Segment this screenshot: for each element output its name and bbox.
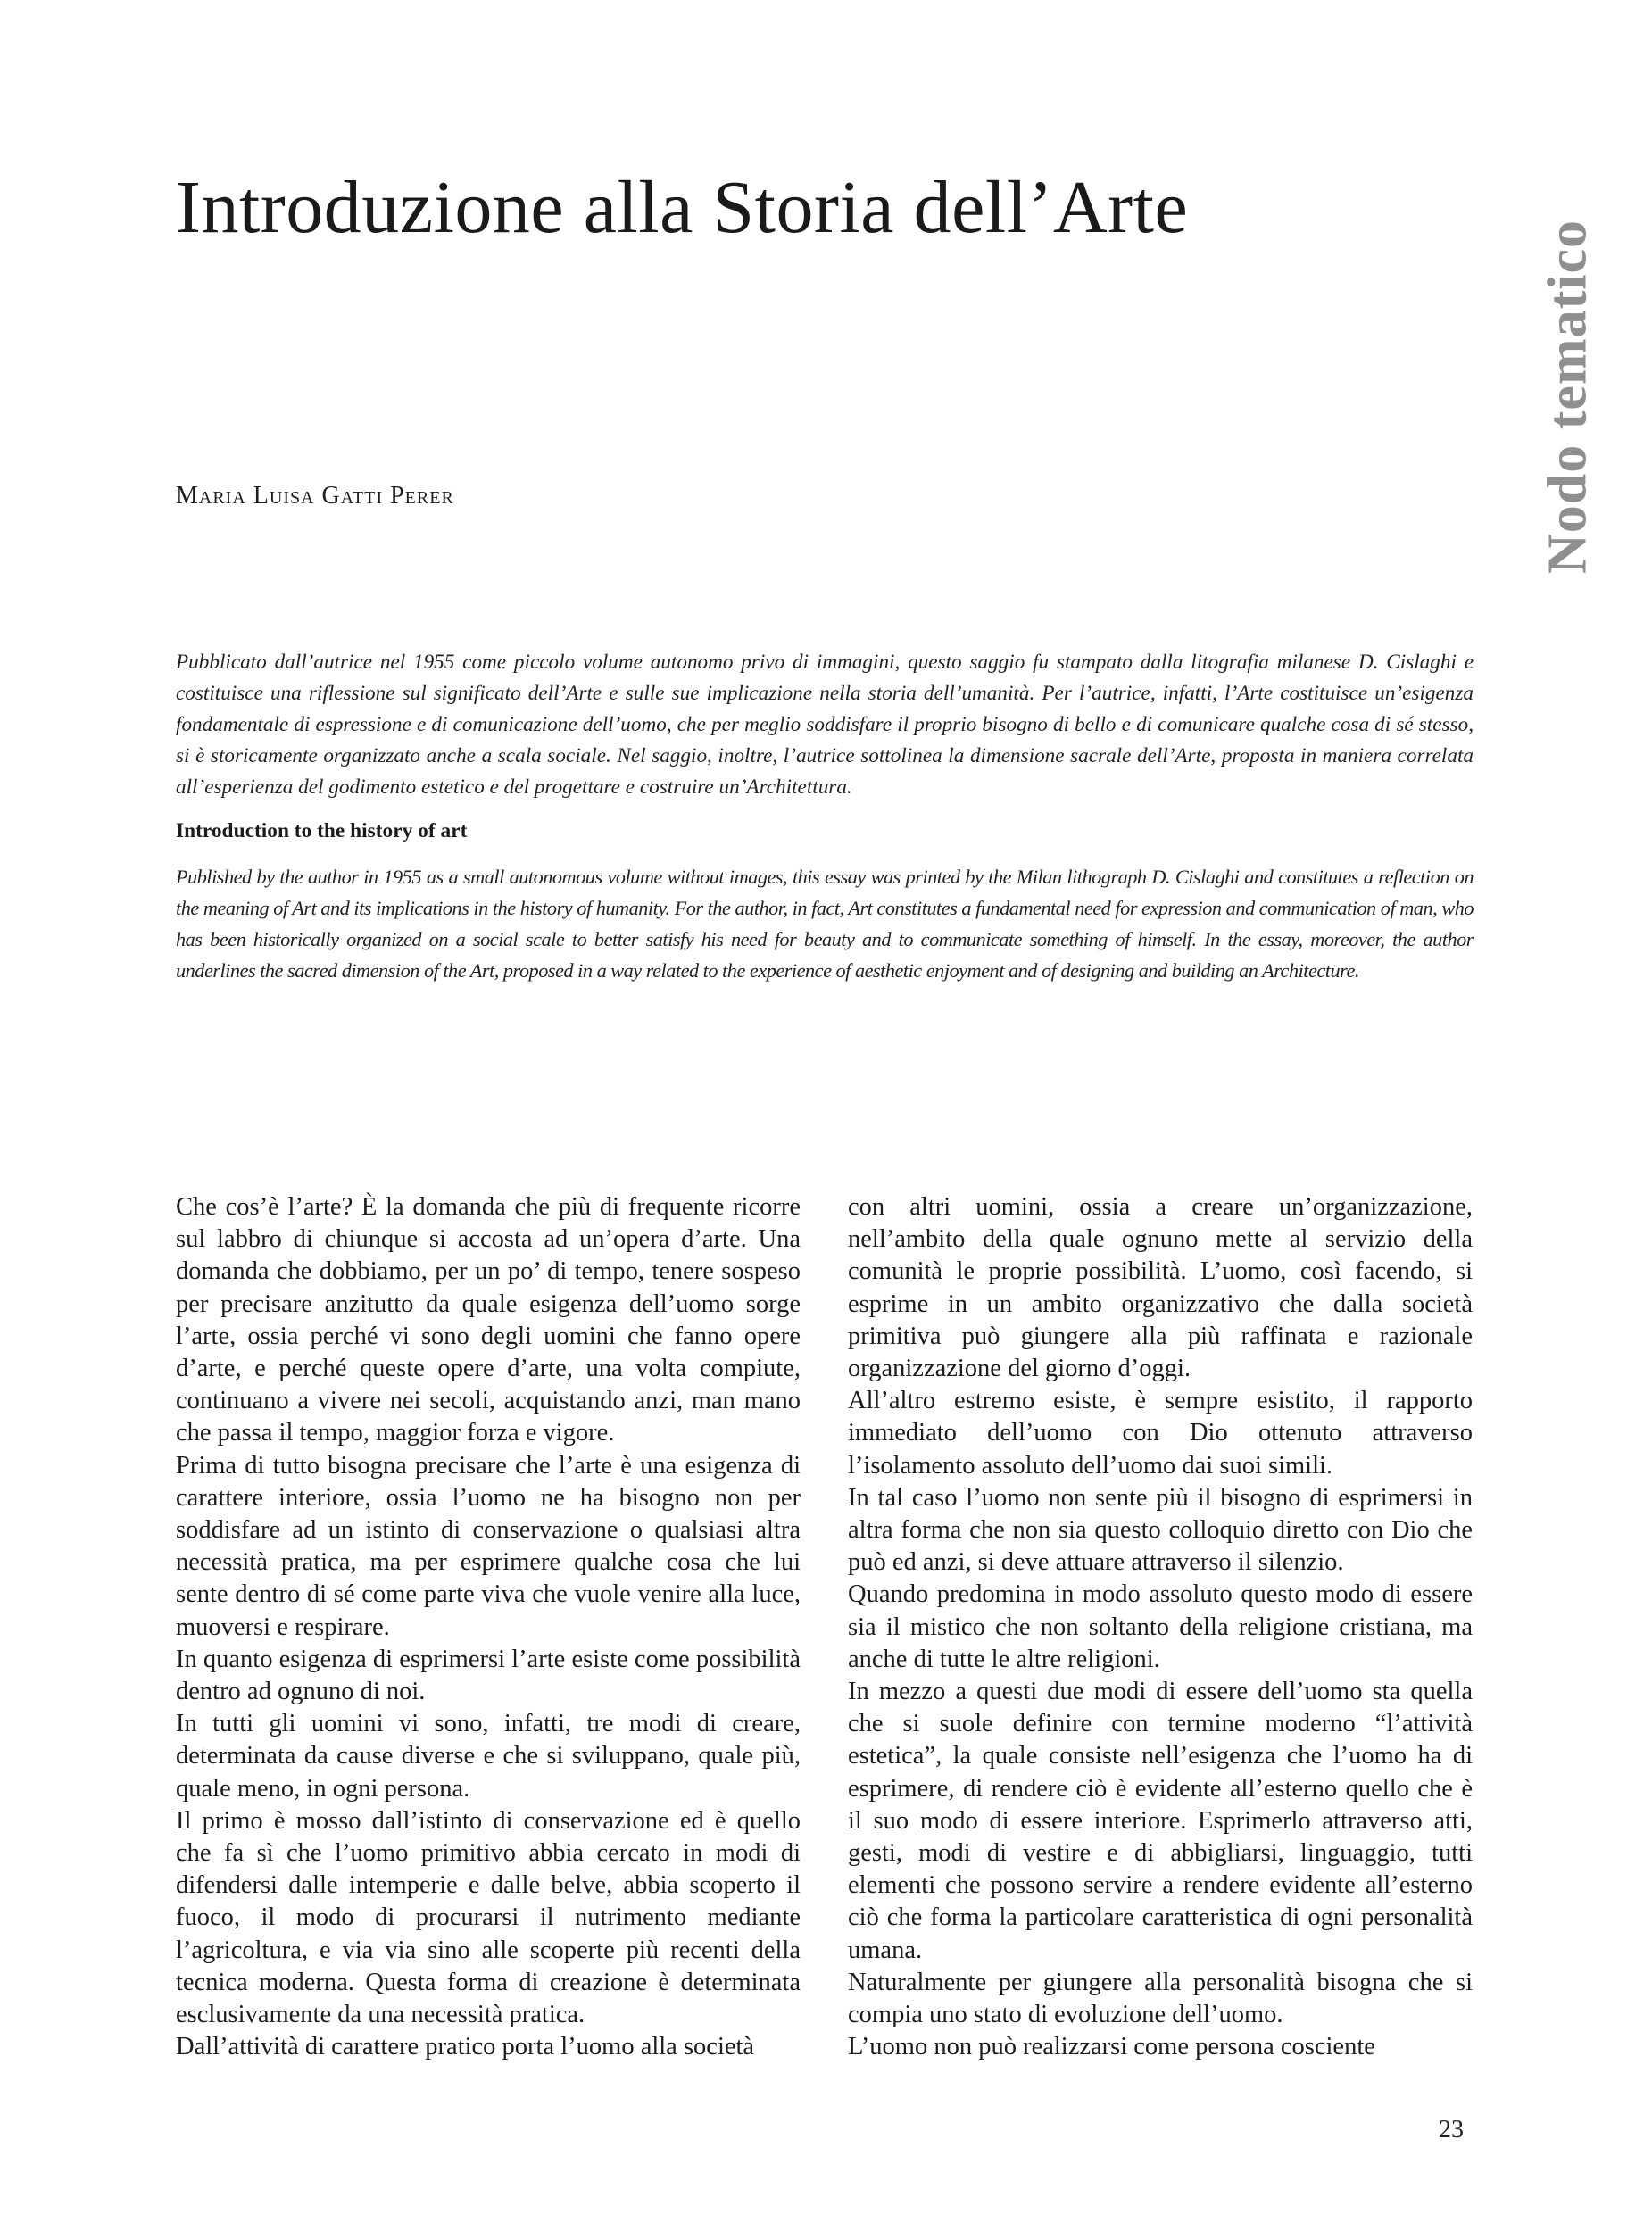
- abstract-english-title: Introduction to the history of art: [176, 819, 468, 842]
- abstract-italian: Pubblicato dall’autrice nel 1955 come piccolo volume autonomo privo di immagini, questo saggio fu stampato dalla litografia milanese D. Cislaghi e costituisce una riflessione sul significato dell’Arte e sulle sue implicazione nella storia dell’umanità. Per l’autrice, infatti, l’Arte costituisce un’esigenza fondamentale di espressione e di comunicazione dell’uomo, che per meglio soddisfare il proprio bisogno di bello e di comunicare qualche cosa di sé stesso, si è storicamente organizzato anche a scala sociale. Nel saggio, inoltre, l’autrice sottolinea la dimensione sacrale dell’Arte, proposta in maniera correlata all’esperienza del godimento estetico e del progettare e costruire un’Architettura.: [176, 651, 1474, 799]
- body-paragraph: All’altro estremo esiste, è sempre esistito, il rapporto immediato dell’uomo con Dio ottenuto attraverso l’isolamento assoluto dell’uomo dai suoi simili.: [848, 1387, 1473, 1480]
- page-number: 23: [1439, 2116, 1464, 2144]
- body-column-right: [848, 1191, 1473, 2063]
- body-paragraph: con altri uomini, ossia a creare un’organizzazione, nell’ambito della quale ognuno mette al servizio della comunità le proprie possibilità. L’uomo, così facendo, si esprime in un ambito organizzativo che dalla società primitiva può giungere alla più raffinata e razionale organizzazione del giorno d’oggi.: [848, 1193, 1473, 1383]
- body-column-left: [176, 1191, 801, 2063]
- body-paragraph: In tutti gli uomini vi sono, infatti, tre modi di creare, determinata da cause diverse e che si sviluppano, quale più, quale meno, in ogni persona.: [176, 1710, 801, 1803]
- body-paragraph: L’uomo non può realizzarsi come persona cosciente: [848, 2033, 1375, 2061]
- body-paragraph: Dall’attività di carattere pratico porta l’uomo alla società: [176, 2033, 755, 2061]
- page-title: Introduzione alla Storia dell’Arte: [176, 166, 1189, 249]
- author-name: Maria Luisa Gatti Perer: [176, 482, 454, 510]
- body-paragraph: In tal caso l’uomo non sente più il bisogno di esprimersi in altra forma che non sia questo colloquio diretto con Dio che può ed anzi, si deve attuare attraverso il silenzio.: [848, 1483, 1473, 1577]
- body-paragraph: In quanto esigenza di esprimersi l’arte esiste come possibilità dentro ad ognuno di noi.: [176, 1645, 801, 1706]
- body-paragraph: Che cos’è l’arte? È la domanda che più di frequente ricorre sul labbro di chiunque si accosta ad un’opera d’arte. Una domanda che dobbiamo, per un po’ di tempo, tenere sospeso per precisare anzitutto da quale esigenza dell’uomo sorge l’arte, ossia perché vi sono degli uomini che fanno opere d’arte, e perché queste opere d’arte, una volta compiute, continuano a vivere nei secoli, acquistando anzi, man mano che passa il tempo, maggior forza e vigore.: [176, 1193, 801, 1447]
- body-paragraph: In mezzo a questi due modi di essere dell’uomo sta quella che si suole definire con termine moderno “l’attività estetica”, la quale consiste nell’esigenza che l’uomo ha di esprimere, di rendere ciò è evidente all’esterno quello che è il suo modo di essere interiore. Esprimerlo attraverso atti, gesti, modi di vestire e di abbigliarsi, linguaggio, tutti elementi che possono servire a rendere evidente all’esterno ciò che forma la particolare caratteristica di ogni personalità umana.: [848, 1678, 1473, 1964]
- body-paragraph: Il primo è mosso dall’istinto di conservazione ed è quello che fa sì che l’uomo primitivo abbia cercato in modi di difendersi dalle intemperie e dalle belve, abbia scoperto il fuoco, il modo di procurarsi il nutrimento mediante l’agricoltura, e via via sino alle scoperte più recenti della tecnica moderna. Questa forma di creazione è determinata esclusivamente da una necessità pratica.: [176, 1806, 801, 2029]
- section-side-label: Nodo tematico: [1537, 220, 1598, 575]
- body-paragraph: Quando predomina in modo assoluto questo modo di essere sia il mistico che non soltanto della religione cristiana, ma anche di tutte le altre religioni.: [848, 1580, 1473, 1673]
- body-paragraph: Naturalmente per giungere alla personalità bisogna che si compia uno stato di evoluzione dell’uomo.: [848, 1968, 1473, 2029]
- body-paragraph: Prima di tutto bisogna precisare che l’arte è una esigenza di carattere interiore, ossia l’uomo ne ha bisogno non per soddisfare ad un istinto di conservazione o qualsiasi altra necessità pratica, ma per esprimere qualche cosa che lui sente dentro di sé come parte viva che vuole venire alla luce, muoversi e respirare.: [176, 1451, 801, 1641]
- abstract-english: Published by the author in 1955 as a small autonomous volume without images, this essay was printed by the Milan lithograph D. Cislaghi and constitutes a reflection on the meaning of Art and its implications in the history of humanity. For the author, in fact, Art constitutes a fundamental need for expression and communication of man, who has been historically organized on a social scale to better satisfy his need for beauty and to communicate something of himself. In the essay, moreover, the author underlines the sacred dimension of the Art, proposed in a way related to the experience of aesthetic enjoyment and of designing and building an Architecture.: [176, 866, 1474, 982]
